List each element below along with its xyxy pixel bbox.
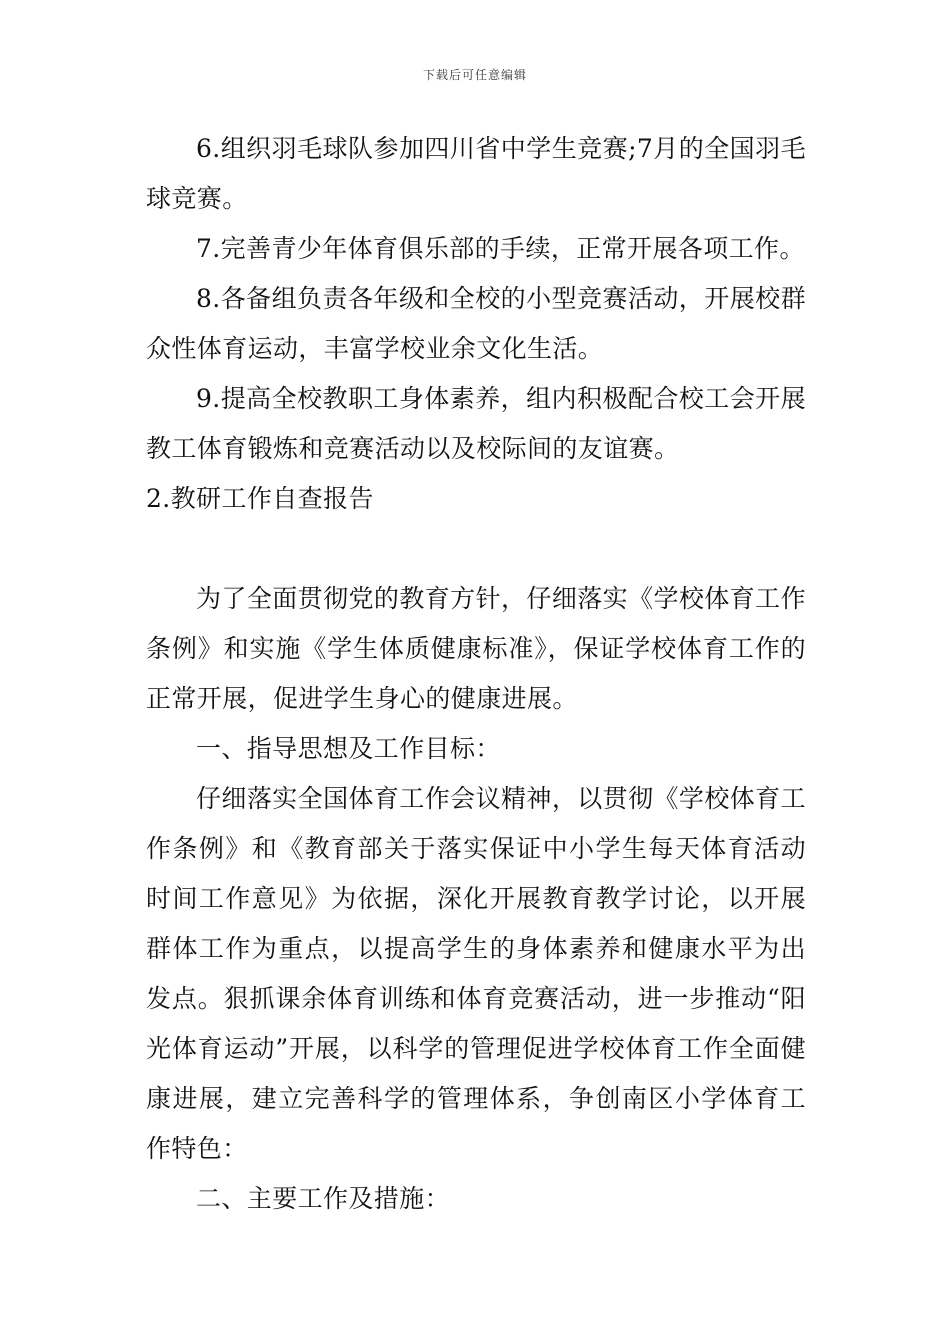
paragraph-item-7: 7.完善青少年体育俱乐部的手续，正常开展各项工作。 [196,234,805,263]
paragraph-item-9: 9.提高全校教职工身体素养，组内积极配合校工会开展教工体育锻炼和竞赛活动以及校际间的友谊赛。 [146,384,806,463]
blank-line [146,524,806,574]
heading-main-work: 二、主要工作及措施： [196,1184,451,1213]
intro-paragraph: 为了全面贯彻党的教育方针，仔细落实《学校体育工作条例》和实施《学生体质健康标准》，保证学校体育工作的正常开展，促进学生身心的健康进展。 [146,584,806,713]
document-body [146,124,806,1224]
paragraph-item-8: 8.各备组负责各年级和全校的小型竞赛活动，开展校群众性体育运动，丰富学校业余文化生活。 [146,284,806,363]
page-header: 下载后可任意编辑 [422,68,527,82]
heading-guiding-thought: 一、指导思想及工作目标： [196,734,501,763]
guiding-thought-paragraph: 仔细落实全国体育工作会议精神，以贯彻《学校体育工作条例》和《教育部关于落实保证中小学生每天体育活动时间工作意见》为依据，深化开展教育教学讨论，以开展群体工作为重点，以提高学生的身体素养和健康水平为出发点。狠抓课余体育训练和体育竞赛活动，进一步推动“阳光体育运动”开展，以科学的管理促进学校体育工作全面健康进展，建立完善科学的管理体系，争创南区小学体育工作特色： [146,784,806,1163]
section-heading: 2.教研工作自查报告 [146,484,374,513]
paragraph-item-6: 6.组织羽毛球队参加四川省中学生竞赛;7月的全国羽毛球竞赛。 [146,134,806,213]
